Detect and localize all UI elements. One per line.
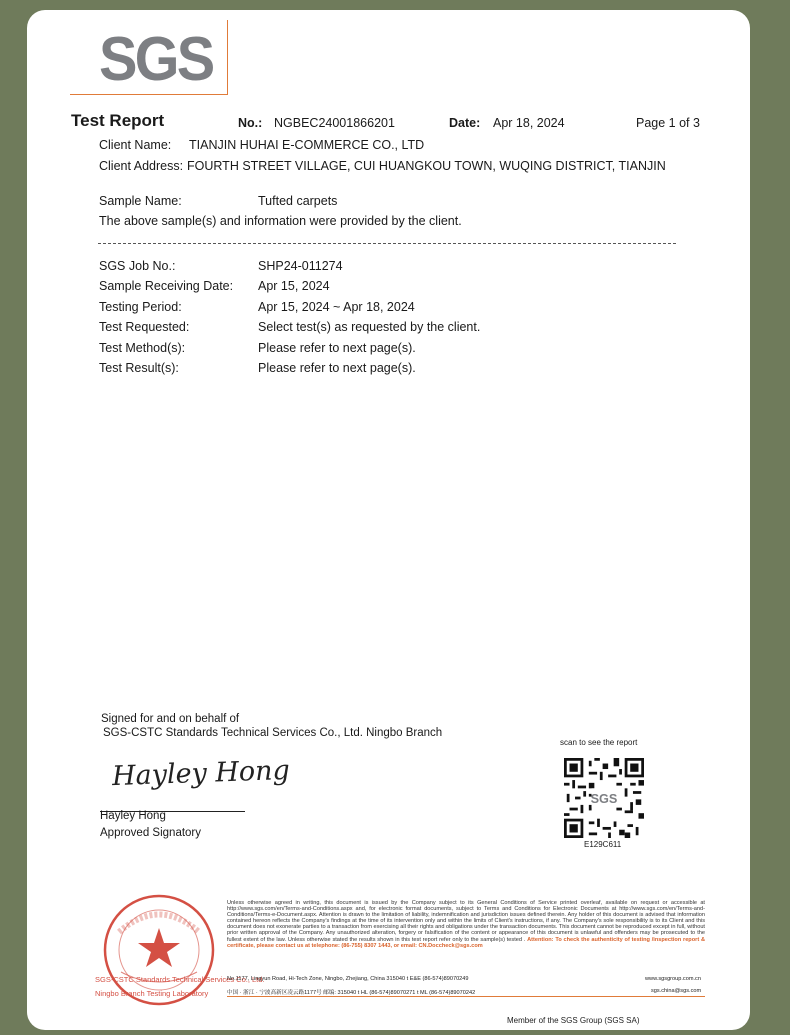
authenticity-notice: Attention: To check the authenticity of testing /inspection report & certificate, please contact us at telephone: (86-755) 8307 1443, or email: CN.Doccheck@sgs.com — [227, 936, 706, 949]
signatory-role: Approved Signatory — [100, 827, 202, 839]
detail-label: Test Requested: — [99, 320, 190, 334]
detail-label: Testing Period: — [99, 300, 182, 314]
qr-center-logo: SGS — [590, 791, 618, 806]
sgs-logo: SGS — [99, 25, 213, 94]
qr-code[interactable] — [564, 758, 644, 838]
detail-value: Please refer to next page(s). — [258, 361, 416, 375]
report-page — [27, 10, 750, 1030]
stamp-caption-2: Ningbo Branch Testing Laboratory — [95, 989, 209, 998]
footer-address-en: No.1177, Lingyun Road, Hi-Tech Zone, Ningbo, Zhejiang, China 315040 t E&E (86-574)89070249 — [227, 976, 469, 982]
footer-address-cn: 中国 · 浙江 · 宁波高新区凌云路1177号 邮编: 315040 t HL (86-574)89070271 t ML (86-574)89070242 — [227, 990, 476, 996]
signed-for-text: Signed for and on behalf of — [101, 713, 240, 725]
signatory-name: Hayley Hong — [100, 810, 166, 822]
dashed-divider — [98, 243, 676, 244]
detail-value: Apr 15, 2024 ~ Apr 18, 2024 — [258, 300, 415, 314]
report-no-value: NGBEC24001866201 — [274, 116, 395, 130]
detail-value: Please refer to next page(s). — [258, 341, 416, 355]
detail-value: Select test(s) as requested by the client. — [258, 320, 481, 334]
client-name-value: TIANJIN HUHAI E-COMMERCE CO., LTD — [189, 138, 425, 152]
qr-caption: scan to see the report — [560, 738, 638, 747]
member-of-group: Member of the SGS Group (SGS SA) — [507, 1016, 640, 1025]
sample-name-label: Sample Name: — [99, 194, 182, 208]
date-label: Date: — [449, 116, 481, 130]
sample-provided-note: The above sample(s) and information were provided by the client. — [99, 214, 462, 228]
signing-company: SGS-CSTC Standards Technical Services Co., Ltd. Ningbo Branch — [103, 727, 443, 739]
client-address-label: Client Address: — [99, 159, 184, 173]
detail-value: Apr 15, 2024 — [258, 279, 330, 293]
date-value: Apr 18, 2024 — [493, 116, 565, 130]
report-title: Test Report — [71, 111, 165, 130]
footer-email: sgs.china@sgs.com — [651, 988, 702, 994]
qr-code-id: E129C611 — [584, 840, 622, 849]
detail-value: SHP24-011274 — [258, 259, 343, 273]
detail-label: Test Method(s): — [99, 341, 186, 355]
client-name-label: Client Name: — [99, 138, 172, 152]
handwritten-signature: Hayley Hong — [111, 754, 291, 793]
disclaimer-body: Unless otherwise agreed in writing, this document is issued by the Company subject to its General Conditions of Service printed overleaf, available on request or accessible at http://www.sgs.com/en/Terms-and-Conditions.aspx and, for electronic format documents, subject to Terms and Conditions for Electronic Documents at http://www.sgs.com/en/Terms-and-Conditions/Terms-e-Document.aspx. Attention is drawn to the limitation of liability, indemnification and jurisdiction issues defined therein. Any holder of this document is advised that information contained hereon reflects the Company's findings at the time of its intervention only and within the limits of Client's instructions, if any. The Company's sole responsibility is to its Client and this document does not exonerate parties to a transaction from exercising all their rights and obligations under the transaction documents. This document cannot be reproduced except in full, without prior written approval of the Company. Any unauthorized alteration, forgery or falsification of the content or appearance of this document is unlawful and offenders may be prosecuted to the fullest extent of the law. Unless otherwise stated the results shown in this test report refer only to the sample(s) tested . — [227, 900, 705, 943]
footer-web: www.sgsgroup.com.cn — [645, 976, 701, 982]
detail-label: Sample Receiving Date: — [99, 279, 234, 293]
report-no-label: No.: — [238, 116, 263, 130]
stamp-caption-1: SGS-CSTC Standards Technical Services Co., Ltd. — [95, 975, 265, 984]
page-number: Page 1 of 3 — [636, 116, 700, 130]
client-address-value: FOURTH STREET VILLAGE, CUI HUANGKOU TOWN, WUQING DISTRICT, TIANJIN — [187, 159, 666, 173]
disclaimer-text — [227, 900, 705, 949]
detail-label: SGS Job No.: — [99, 259, 176, 273]
sample-name-value: Tufted carpets — [258, 194, 338, 208]
footer-rule — [227, 996, 705, 997]
detail-label: Test Result(s): — [99, 361, 179, 375]
